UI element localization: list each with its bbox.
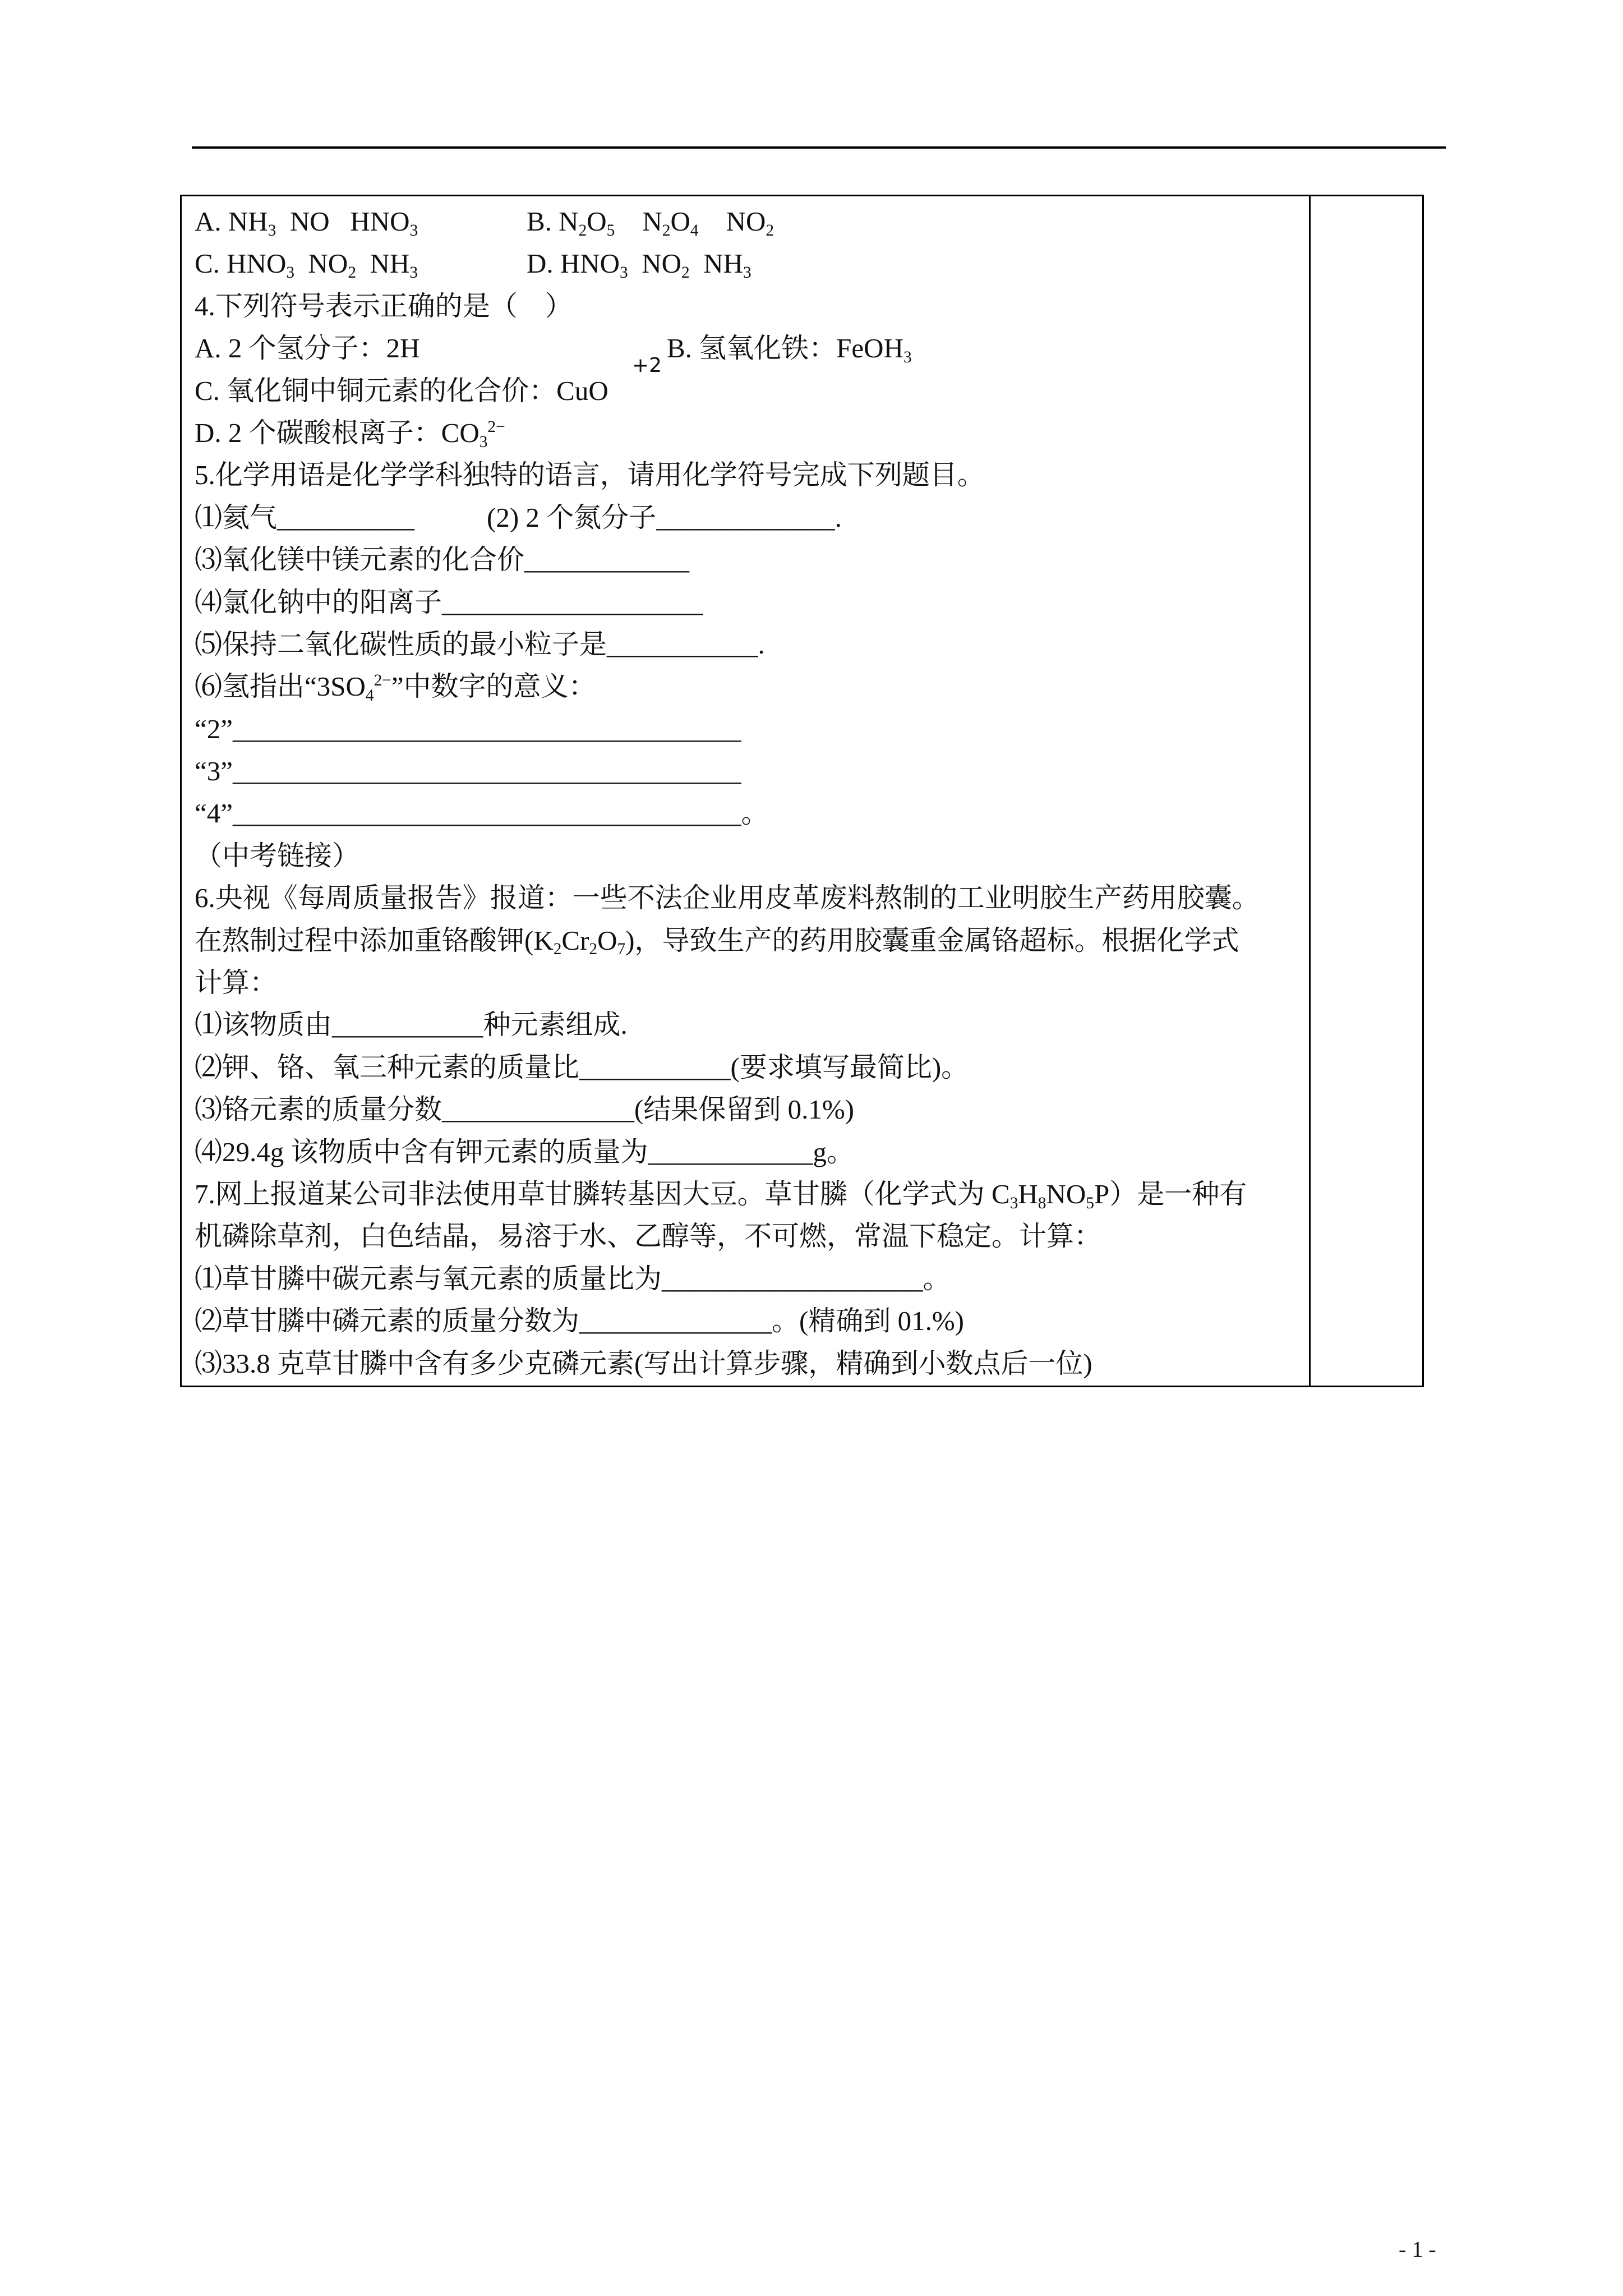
q6-item-4: ⑷29.4g 该物质中含有钾元素的质量为____________g。 [195,1136,855,1167]
subscript: 5 [1086,1194,1094,1212]
subscript: 8 [1038,1194,1046,1212]
text-run: Cr [561,924,589,956]
text-run: NO HNO [276,206,410,237]
subscript: 3 [409,264,418,282]
q6-stem-line-2 [195,919,1302,961]
q7-item-3: ⑶33.8 克草甘膦中含有多少克磷元素(写出计算步骤，精确到小数点后一位) [195,1347,1092,1379]
q3-option-d [527,242,751,284]
exam-link-label: （中考链接） [195,840,360,871]
text-run: N [615,206,662,237]
subscript: 5 [606,221,615,240]
subscript: 2 [766,221,774,240]
subscript: 3 [620,264,628,282]
page-number: - 1 - [1399,2237,1436,2262]
column-divider [1309,196,1311,1386]
text-run: NH [356,248,410,279]
q3-option-c [195,242,418,284]
subscript: 4 [690,221,699,240]
q6-item-1: ⑴该物质由___________种元素组成. [195,1009,628,1041]
text-run: B. N [527,206,579,237]
subscript: 3 [409,221,418,240]
subscript: 3 [1009,1194,1018,1212]
text-run: O [597,924,617,956]
q4-stem: 4.下列符号表示正确的是（ ） [195,290,573,321]
text-run: NO [294,248,348,279]
subscript: 2 [553,940,562,959]
q5-item-6 [195,665,1302,707]
q5-meaning-2: “2”_____________________________________ [195,713,741,744]
q3-option-a [195,200,418,242]
question-cell [195,200,1302,1384]
text-run: O [670,206,690,237]
text-run: )，导致生产的药用胶囊重金属铬超标。根据化学式 [625,924,1239,956]
q4-option-d [195,412,1302,454]
q4-option-c: C. 氧化铜中铜元素的化合价：CuO [195,375,608,406]
q3-options-row-1 [195,200,1302,242]
worksheet-table [180,195,1424,1387]
text-run: P）是一种有 [1094,1178,1247,1209]
text-run: NO [698,206,766,237]
text-run: NO [1046,1178,1086,1209]
q5-stem: 5.化学用语是化学学科独特的语言，请用化学符号完成下列题目。 [195,459,985,491]
text-run: D. 2 个碳酸根离子：CO [195,417,479,448]
subscript: 2 [348,264,357,282]
text-run: B. 氢氧化铁：FeOH [667,333,903,364]
superscript: 2− [487,417,505,436]
text-run: 7.网上报道某公司非法使用草甘膦转基因大豆。草甘膦（化学式为 C [195,1178,1010,1209]
subscript: 2 [662,221,671,240]
q5-meaning-4: “4”_____________________________________。 [195,798,769,829]
subscript: 3 [743,264,751,282]
subscript: 3 [268,221,276,240]
q6-stem-line-1: 6.央视《每周质量报告》报道：一些不法企业用皮革废料熬制的工业明胶生产药用胶囊。 [195,882,1260,914]
text-run: A. NH [195,206,268,237]
q5-item-3: ⑶氧化镁中镁元素的化合价____________ [195,544,690,576]
copper-valence-mark: +2 [632,354,662,377]
text-run: ⑹氢指出“3SO [195,671,366,702]
subscript: 4 [365,687,374,705]
header-rule [192,146,1446,149]
text-run: H [1018,1178,1038,1209]
q5-items-row-1 [195,496,1302,539]
q7-stem-line-2: 机磷除草剂，白色结晶，易溶于水、乙醇等，不可燃，常温下稳定。计算： [195,1221,1102,1252]
q5-item-1: ⑴氦气__________ [195,501,415,533]
text-run: ”中数字的意义： [391,671,596,702]
q3-option-b [527,200,774,242]
q5-item-5: ⑸保持二氧化碳性质的最小粒子是___________. [195,628,765,660]
subscript: 3 [479,432,488,451]
subscript: 2 [589,940,598,959]
q6-item-3: ⑶铬元素的质量分数______________(结果保留到 0.1%) [195,1094,854,1125]
subscript: 2 [578,221,587,240]
q7-item-1: ⑴草甘膦中碳元素与氧元素的质量比为___________________。 [195,1263,951,1294]
subscript: 7 [617,940,626,959]
text-run: C. HNO [195,248,287,279]
text-run: NH [689,248,744,279]
q6-item-2: ⑵钾、铬、氧三种元素的质量比___________(要求填写最简比)。 [195,1051,969,1083]
q5-item-4: ⑷氯化钠中的阳离子___________________ [195,586,703,618]
superscript: 2− [374,671,391,690]
text-run: D. HNO [527,248,620,279]
q5-item-2: (2) 2 个氮分子_____________. [487,501,842,533]
q6-stem-line-3: 计算： [195,967,278,999]
q4-option-b [667,327,912,369]
q3-options-row-2 [195,242,1302,284]
subscript: 3 [286,264,295,282]
q7-item-2: ⑵草甘膦中磷元素的质量分数为______________。(精确到 01.%) [195,1305,964,1337]
text-run: NO [628,248,682,279]
q4-options-row-1 [195,327,1302,369]
subscript: 3 [903,348,912,366]
text-run: O [587,206,607,237]
q4-option-a: A. 2 个氢分子：2H [195,333,420,364]
q7-stem-line-1 [195,1173,1302,1215]
text-run: 在熬制过程中添加重铬酸钾(K [195,924,554,956]
subscript: 2 [681,264,690,282]
q5-meaning-3: “3”_____________________________________ [195,756,741,787]
